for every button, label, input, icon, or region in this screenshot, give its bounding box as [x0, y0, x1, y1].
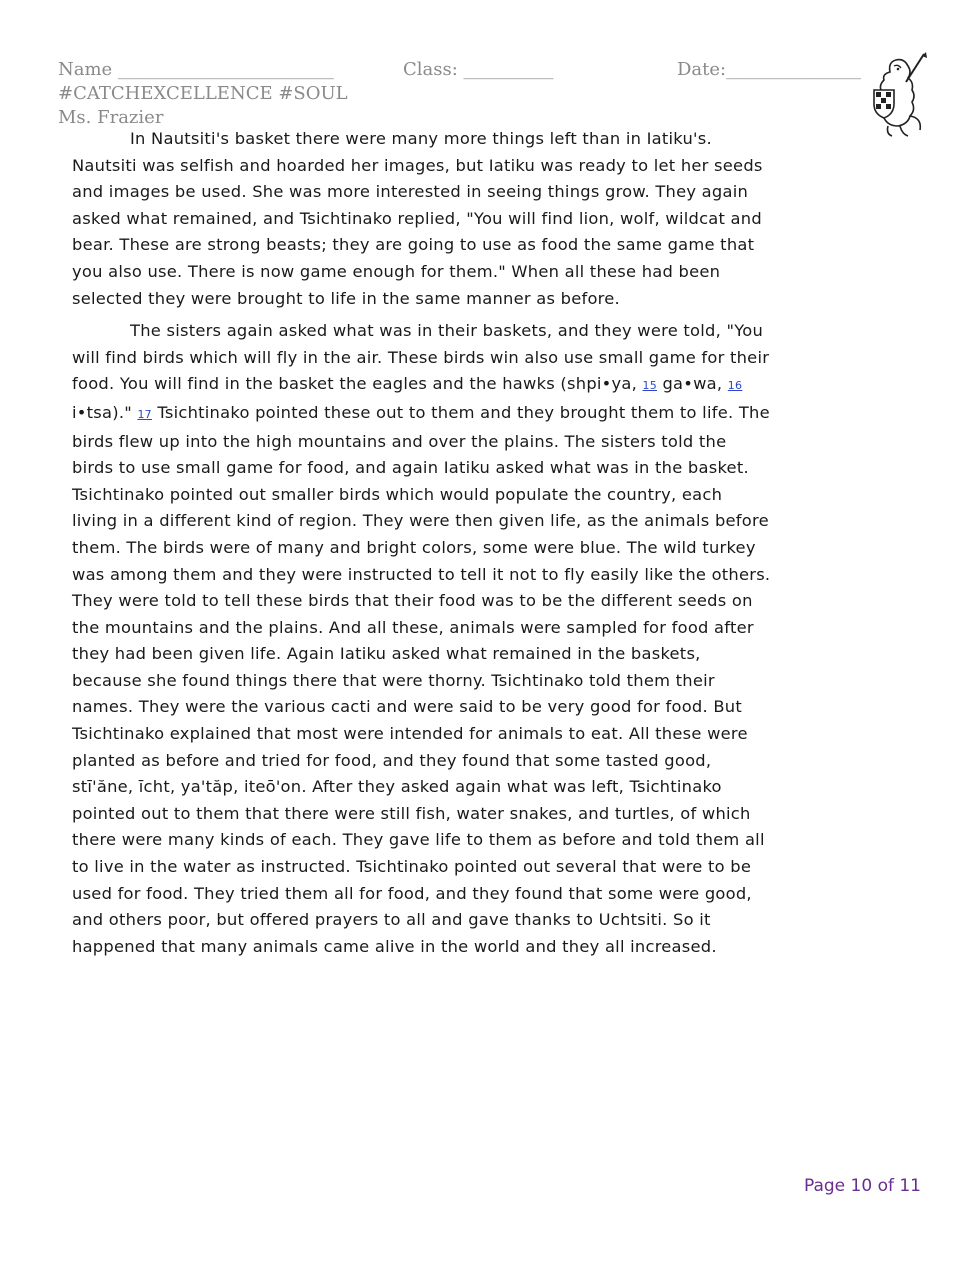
worksheet-header — [58, 58, 878, 130]
teacher-name: Ms. Frazier — [58, 107, 164, 128]
story-text — [72, 126, 772, 966]
hashtags-line: #CATCHEXCELLENCE #SOUL — [58, 83, 348, 104]
paragraph-1: In Nautsiti's basket there were many more things left than in Iatiku's. Nautsiti was selfish and hoarded her images, but Iatiku was ready to let her seeds and images be used. She was more interested in seeing things grow. They again asked what remained, and Tsichtinako replied, "You will find lion, wolf, wildcat and bear. These are strong beasts; they are going to use as food the same game that you also use. There is now game enough for them." When all these had been selected they were brought to life in the same manner as before. — [72, 129, 763, 308]
footnote-17-link[interactable]: 17 — [137, 407, 152, 421]
class-field: Class: __________ — [403, 59, 554, 80]
page-number: Page 10 of 11 — [803, 1176, 921, 1196]
footnote-15-link[interactable]: 15 — [642, 379, 658, 393]
name-field: Name ________________________ — [58, 59, 334, 80]
header-info-row — [58, 58, 878, 82]
paragraph-2-part-b: ga•wa, — [662, 374, 723, 394]
footnote-16-link[interactable]: 16 — [727, 379, 743, 393]
paragraph-2-part-c: i•tsa)." — [72, 402, 132, 422]
paragraph-2-part-d: Tsichtinako pointed these out to them and they brought them to life. The birds flew up into the high mountains and over the plains. The sisters told the birds to use small game for food, and again Iatiku asked what was in the basket. Tsichtinako pointed out smaller birds which would populate the country, each living in a different kind of region. They were then given life, as the animals before them. The birds were of many and bright colors, some were blue. The wild turkey was among them and they were instructed to tell it not to fly easily like the others. They were told to tell these birds that their food was to be the different seeds on the mountains and the plains. And all these, animals were sampled for food after they had been given life. Again Iatiku asked what remained in the baskets, because she found things there that were thorny. Tsichtinako told them their names. They were the various cacti and were said to be very good for food. But Tsichtinako explained that most were intended for animals to eat. All these were planted as before and tried for food, and they found that some tasted good, stī'ăne, īcht, ya'tăp, iteō'on. After they asked again what was left, Tsichtinako pointed out to them that there were still fish, water snakes, and turtles, of which there were many kinds of each. They gave life to them as before and told them all to live in the water as instructed. Tsichtinako pointed out several that were to be used for food. They tried them all for food, and they found that some were good, and others poor, but offered prayers to all and gave thanks to Uchtsiti. So it happened that many animals came alive in the world and they all increased. — [72, 402, 771, 956]
date-field: Date:_______________ — [677, 59, 862, 80]
paragraph-2 — [72, 318, 772, 960]
lion-crest-icon — [868, 52, 928, 140]
paragraph-2-part-a: The sisters again asked what was in their baskets, and they were told, "You will find birds which will fly in the air. These birds win also use small game for their food. You will find in the basket the eagles and the hawks (shpi•ya, — [72, 321, 770, 394]
